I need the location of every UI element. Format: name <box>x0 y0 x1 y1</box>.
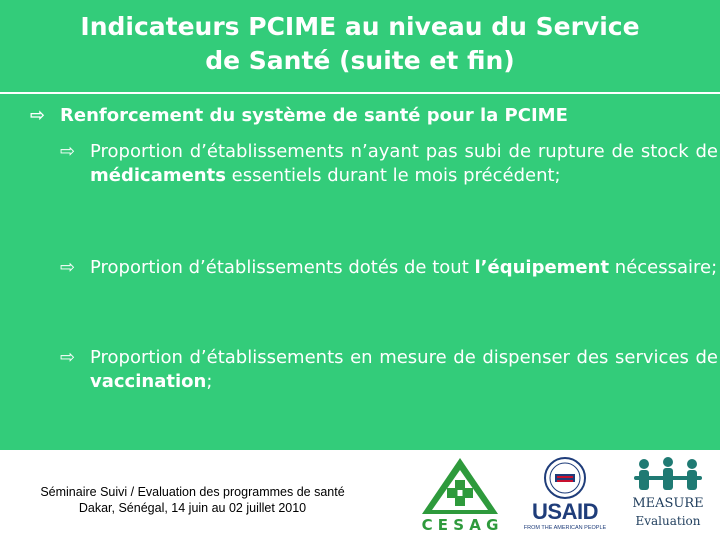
measure-people-icon <box>622 456 714 494</box>
cesag-emblem-icon <box>410 456 510 516</box>
arrow-bullet-icon: ⇨ <box>60 141 76 162</box>
usaid-wordmark <box>515 500 615 524</box>
arrow-bullet-icon: ⇨ <box>60 347 76 368</box>
measure-evaluation-logo <box>622 456 714 536</box>
sub-bullet-text: Proportion d’établissements en mesure de dispenser des services de <box>90 347 718 368</box>
sub-bullet-text: nécessaire; <box>609 257 718 278</box>
sub-bullet-text: essentiels durant le mois précédent; <box>225 165 561 186</box>
sub-bullet-text: Proportion d’établissements dotés de tout <box>90 257 475 278</box>
arrow-bullet-icon: ⇨ <box>60 257 76 278</box>
title-divider <box>0 92 720 94</box>
main-bullet <box>30 104 690 128</box>
main-bullet-text: Renforcement du système de santé pour la PCIME <box>60 105 568 126</box>
arrow-bullet-icon: ⇨ <box>30 105 46 126</box>
sub-bullet-equipment <box>60 256 718 280</box>
caption-line-1: Séminaire Suivi / Evaluation des programmes de santé <box>40 485 345 499</box>
sub-bullet-text: Proportion d’établissements n’ayant pas subi de rupture de stock de <box>90 141 718 162</box>
seminar-caption <box>0 484 385 516</box>
slide-title <box>0 10 720 78</box>
cesag-wordmark: C E S A G <box>421 516 499 534</box>
sub-bullet-stock <box>60 140 718 188</box>
usaid-wordmark-text: USAID <box>532 499 598 524</box>
measure-subtitle: Evaluation <box>635 514 701 528</box>
sub-bullet-vaccination <box>60 346 718 394</box>
slide-body <box>30 104 718 392</box>
usaid-seal-icon <box>515 456 615 500</box>
usaid-logo <box>515 456 615 536</box>
cesag-logo <box>410 456 510 536</box>
caption-line-2: Dakar, Sénégal, 14 juin au 02 juillet 2010 <box>78 501 307 515</box>
sub-bullet-text: ; <box>206 371 213 392</box>
sub-bullet-emphasis: médicaments <box>90 165 226 186</box>
measure-wordmark: MEASURE <box>632 496 704 511</box>
title-line-1: Indicateurs PCIME au niveau du Service <box>80 12 640 41</box>
usaid-tagline: FROM THE AMERICAN PEOPLE <box>523 525 607 531</box>
sub-bullet-emphasis: vaccination <box>90 371 207 392</box>
title-line-2: de Santé (suite et fin) <box>205 46 515 75</box>
sub-bullet-emphasis: l’équipement <box>474 257 610 278</box>
